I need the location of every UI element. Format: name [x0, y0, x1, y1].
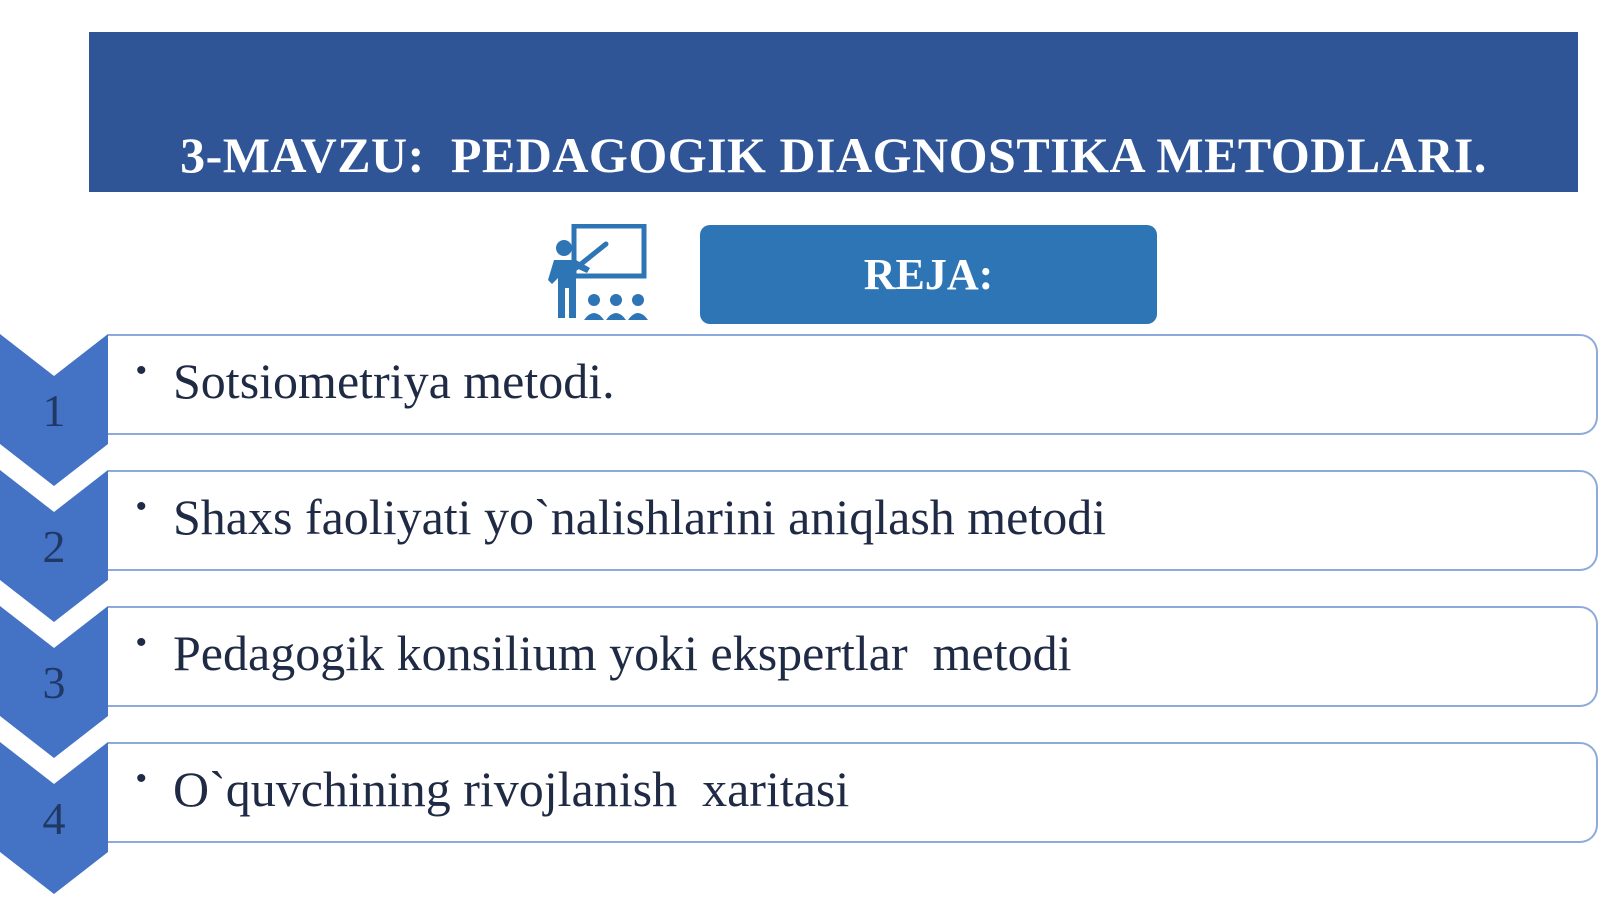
item-text: Shaxs faoliyati yo`nalishlarini aniqlash metodi [173, 489, 1107, 545]
step-number: 3 [42, 657, 66, 708]
item-text: O`quvchining rivojlanish xaritasi [173, 761, 850, 817]
list-item [108, 470, 1598, 571]
bullet: • [136, 626, 147, 659]
teacher-presentation-icon [548, 224, 660, 324]
title-bar [89, 32, 1578, 192]
item-text: Pedagogik konsilium yoki ekspertlar metodi [173, 625, 1072, 681]
list-item [108, 334, 1598, 435]
bullet: • [136, 354, 147, 387]
list-item [108, 742, 1598, 843]
bullet: • [136, 762, 147, 795]
plan-label: REJA: [863, 250, 994, 299]
step-number: 2 [42, 521, 66, 572]
slide-title: 3-MAVZU: PEDAGOGIK DIAGNOSTIKA METODLARI. [180, 127, 1487, 183]
bullet: • [136, 490, 147, 523]
step-number: 1 [42, 385, 66, 436]
step-number: 4 [42, 793, 66, 844]
plan-header [700, 225, 1157, 324]
item-text: Sotsiometriya metodi. [173, 353, 615, 409]
list-item [108, 606, 1598, 707]
